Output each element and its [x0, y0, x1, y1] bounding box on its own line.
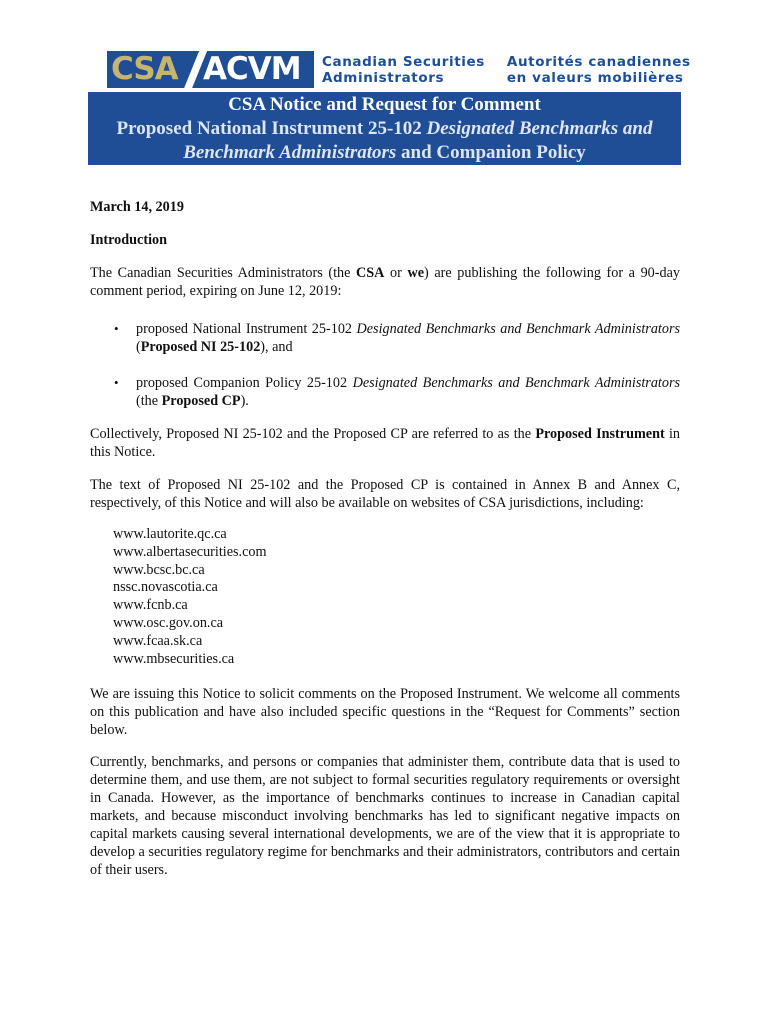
para1-text-c: or: [384, 265, 408, 281]
bullet1-text-a: proposed National Instrument 25-102: [136, 321, 357, 337]
bullet2-defined-term: Proposed CP: [161, 393, 241, 409]
para2-text-c: in this Notice.: [90, 426, 680, 460]
title-banner: [88, 92, 681, 165]
banner-line3-italic: Benchmark Administrators: [183, 142, 397, 163]
document-date: March 14, 2019: [90, 199, 184, 215]
logo-mark: [107, 51, 314, 88]
list-item: www.lautorite.qc.ca: [113, 526, 227, 542]
bullet2-text-a: proposed Companion Policy 25-102: [136, 375, 353, 391]
list-item: [90, 374, 680, 410]
banner-line2-italic: Designated Benchmarks and: [426, 118, 653, 139]
list-item: www.bcsc.bc.ca: [113, 561, 205, 578]
logo-english-line2: Administrators: [322, 70, 445, 86]
banner-line3-suffix: and Companion Policy: [396, 142, 586, 163]
paragraph-background: Currently, benchmarks, and persons or companies that administer them, contribute data that is used to determine them, and use them, are not subject to formal securities regulatory requirements or oversight in Canada. However, as the importance of benchmarks continues to increase in Canadian capital markets, and because misconduct involving benchmarks has led to significant negative impacts on capital markets causing several international developments, we are of the view that it is appropriate to develop a securities regulatory regime for benchmarks and their administrators, contributors and certain of their users.: [90, 754, 680, 878]
bullet2-title: Designated Benchmarks and Benchmark Administrators: [352, 375, 680, 391]
paragraph-intro: [90, 264, 680, 300]
list-item: www.albertasecurities.com: [113, 543, 267, 560]
logo-english-line1: Canadian Securities: [322, 54, 485, 70]
para2-defined-term: Proposed Instrument: [535, 426, 665, 442]
banner-line2: [88, 117, 681, 141]
list-item: www.osc.gov.on.ca: [113, 614, 224, 631]
bullet2-text-e: ).: [240, 393, 249, 409]
logo-english: [322, 54, 485, 88]
list-item: nssc.novascotia.ca: [113, 579, 218, 596]
logo-french-line1: Autorités canadiennes: [506, 54, 691, 70]
bullet1-text-e: ), and: [260, 339, 293, 355]
bullet1-title: Designated Benchmarks and Benchmark Administrators: [356, 321, 680, 337]
bullet1-text-c: (: [136, 339, 141, 355]
para2-text-a: Collectively, Proposed NI 25-102 and the Proposed CP are referred to as the: [90, 426, 536, 442]
banner-line3: [88, 141, 681, 165]
list-item: [90, 320, 680, 356]
section-heading-introduction: Introduction: [90, 232, 167, 248]
bullet-list: [90, 320, 680, 410]
bullet1-defined-term: Proposed NI 25-102: [140, 339, 261, 355]
logo-acvm-text: ACVM: [203, 51, 301, 87]
logo-french-line2: en valeurs mobilières: [506, 70, 684, 86]
paragraph-collectively: [90, 425, 680, 461]
logo-french: [507, 54, 691, 88]
list-item: www.mbsecurities.ca: [113, 650, 235, 667]
para1-text-e: ) are publishing the following for a 90-day comment period, expiring on June 12, 2019:: [90, 265, 680, 299]
paragraph-comments: We are issuing this Notice to solicit comments on the Proposed Instrument. We welcome all comments on this publication and have also included specific questions in the “Request for Comments” section below.: [90, 686, 680, 738]
para1-text-a: The Canadian Securities Administrators (the: [90, 265, 357, 281]
list-item: www.fcnb.ca: [113, 597, 188, 614]
para1-we: we: [407, 265, 425, 281]
logo-wordmark: [322, 51, 691, 88]
paragraph-annex: The text of Proposed NI 25-102 and the Proposed CP is contained in Annex B and Annex C, respectively, of this Notice and will also be available on websites of CSA jurisdictions, including:: [90, 477, 680, 511]
bullet2-text-c: (the: [136, 393, 162, 409]
para1-csa: CSA: [356, 265, 385, 281]
website-list: [113, 526, 267, 668]
banner-line2-prefix: Proposed National Instrument 25-102: [116, 118, 427, 139]
logo-csa-text: CSA: [111, 51, 178, 87]
list-item: www.fcaa.sk.ca: [113, 632, 203, 649]
csa-acvm-logo: [107, 51, 691, 88]
banner-line1: CSA Notice and Request for Comment: [228, 94, 541, 115]
